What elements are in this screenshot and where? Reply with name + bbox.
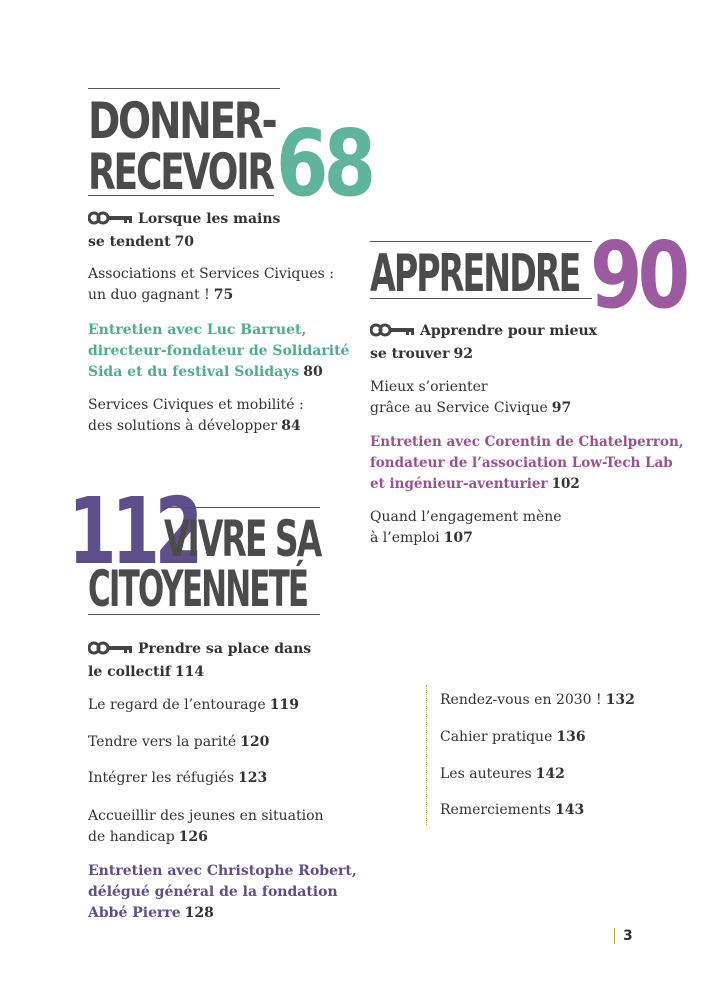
vivre-entry-6-line3: Abbé Pierre xyxy=(88,905,181,921)
page-number: 3 xyxy=(614,928,633,944)
vivre-section-number: 112 xyxy=(68,478,198,585)
apprendre-entry-2-page: 97 xyxy=(551,400,572,416)
apprendre-bottom-rule xyxy=(370,298,592,299)
extras-divider xyxy=(426,685,427,825)
apprendre-entry-3-line2: fondateur de l’association Low-Tech Lab xyxy=(370,455,673,471)
apprendre-entry-4 xyxy=(370,507,670,549)
apprendre-entry-2-line2: grâce au Service Civique xyxy=(370,400,548,416)
vivre-entry-6-page: 128 xyxy=(184,905,214,921)
extras-entry-3 xyxy=(440,764,700,785)
donner-entry-3-line1: Entretien avec Luc Barruet, xyxy=(88,322,307,338)
vivre-title-line1: VIVRE SA xyxy=(164,510,321,568)
vivre-entry-1-page: 114 xyxy=(174,664,205,680)
donner-entry-1-page: 70 xyxy=(174,234,195,250)
vivre-entry-5-line2: de handicap xyxy=(88,829,175,845)
vivre-entry-3-line1: Tendre vers la parité xyxy=(88,734,237,750)
vivre-entry-6-line2: délégué général de la fondation xyxy=(88,884,338,900)
apprendre-entry-1 xyxy=(370,321,670,365)
donner-entry-1-line2: se tendent xyxy=(88,234,171,250)
apprendre-entry-1-line2: se trouver xyxy=(370,346,450,362)
donner-entry-3 xyxy=(88,320,368,383)
donner-entry-1 xyxy=(88,209,348,253)
vivre-entry-2-line1: Le regard de l’entourage xyxy=(88,697,266,713)
apprendre-entry-2 xyxy=(370,377,670,419)
extras-entry-4-text: Remerciements xyxy=(440,802,552,818)
extras-entry-2-text: Cahier pratique xyxy=(440,729,553,745)
vivre-entry-4-page: 123 xyxy=(238,770,268,786)
vivre-entry-6-line1: Entretien avec Christophe Robert, xyxy=(88,863,357,879)
apprendre-section-number: 90 xyxy=(590,222,686,329)
donner-entry-3-line3: Sida et du festival Solidays xyxy=(88,364,300,380)
vivre-title-line2: CITOYENNETÉ xyxy=(88,560,308,618)
donner-title-line1: DONNER- xyxy=(88,92,276,150)
apprendre-entry-3-page: 102 xyxy=(551,476,580,492)
donner-section-number: 68 xyxy=(276,110,372,217)
apprendre-entry-4-line2: à l’emploi xyxy=(370,530,440,546)
vivre-entry-3-page: 120 xyxy=(240,734,270,750)
extras-entry-1 xyxy=(440,690,700,711)
extras-entry-1-text: Rendez-vous en 2030 ! xyxy=(440,692,602,708)
donner-entry-4-line2: des solutions à développer xyxy=(88,418,278,434)
donner-entry-4-page: 84 xyxy=(281,418,301,434)
apprendre-entry-3 xyxy=(370,432,710,495)
extras-entry-3-page: 142 xyxy=(535,766,565,782)
donner-bottom-rule xyxy=(88,195,274,196)
apprendre-entry-1-line1: Apprendre pour mieux xyxy=(420,323,597,339)
donner-entry-2-page: 75 xyxy=(213,287,234,303)
key-icon xyxy=(370,323,416,344)
apprendre-entry-4-page: 107 xyxy=(443,530,473,546)
apprendre-entry-4-line1: Quand l’engagement mène xyxy=(370,509,562,525)
donner-top-rule xyxy=(88,88,280,89)
vivre-entry-5 xyxy=(88,806,388,848)
vivre-entry-2 xyxy=(88,695,388,716)
extras-entry-1-page: 132 xyxy=(605,692,635,708)
vivre-entry-4-line1: Intégrer les réfugiés xyxy=(88,770,235,786)
apprendre-entry-1-page: 92 xyxy=(453,346,473,362)
vivre-entry-1-line1: Prendre sa place dans xyxy=(138,641,312,657)
vivre-entry-6 xyxy=(88,861,388,924)
vivre-entry-4 xyxy=(88,768,388,789)
vivre-entry-2-page: 119 xyxy=(269,697,299,713)
vivre-entry-3 xyxy=(88,732,388,753)
apprendre-entry-3-line1: Entretien avec Corentin de Chatelperron, xyxy=(370,434,684,450)
donner-entry-2-line1: Associations et Services Civiques : xyxy=(88,266,335,282)
donner-entry-4 xyxy=(88,395,368,437)
vivre-entry-1 xyxy=(88,639,368,683)
apprendre-title: APPRENDRE xyxy=(370,244,580,304)
donner-entry-4-line1: Services Civiques et mobilité : xyxy=(88,397,304,413)
vivre-bottom-rule xyxy=(88,614,320,615)
donner-entry-2-line2: un duo gagnant ! xyxy=(88,287,210,303)
key-icon xyxy=(88,211,134,232)
vivre-entry-5-line1: Accueillir des jeunes en situation xyxy=(88,808,324,824)
vivre-top-rule xyxy=(164,507,320,508)
key-icon xyxy=(88,641,134,662)
donner-entry-3-line2: directeur-fondateur de Solidarité xyxy=(88,343,350,359)
apprendre-top-rule xyxy=(370,241,592,242)
donner-title-line2: RECEVOIR xyxy=(88,143,273,201)
donner-entry-2 xyxy=(88,264,368,306)
extras-entry-3-text: Les auteures xyxy=(440,766,532,782)
donner-entry-3-page: 80 xyxy=(303,364,323,380)
extras-entry-4 xyxy=(440,800,700,821)
apprendre-entry-2-line1: Mieux s’orienter xyxy=(370,379,488,395)
extras-entry-2-page: 136 xyxy=(556,729,586,745)
extras-entry-4-page: 143 xyxy=(555,802,585,818)
apprendre-entry-3-line3: et ingénieur-aventurier xyxy=(370,476,548,492)
vivre-entry-5-page: 126 xyxy=(178,829,208,845)
vivre-entry-1-line2: le collectif xyxy=(88,664,171,680)
extras-entry-2 xyxy=(440,727,700,748)
donner-entry-1-line1: Lorsque les mains xyxy=(138,211,281,227)
